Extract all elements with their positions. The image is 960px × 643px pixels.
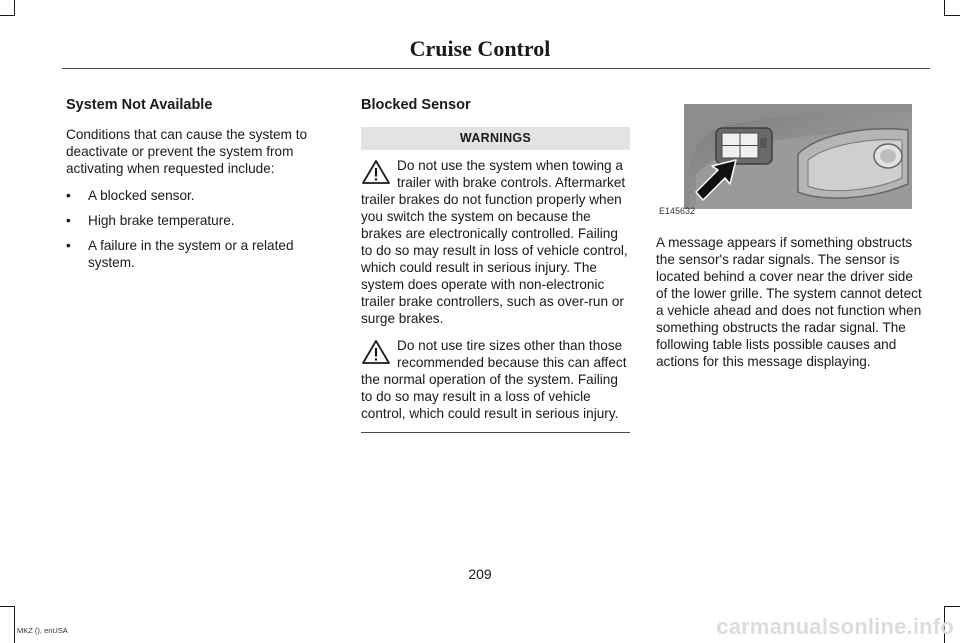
left-column (66, 96, 319, 279)
right-column (656, 104, 928, 380)
middle-column (361, 96, 630, 433)
grille-sensor-drawing (656, 104, 928, 224)
warnings-end-divider (361, 432, 630, 433)
list-item: • High brake temperature. (66, 213, 235, 228)
crop-mark-bottom-right-h (944, 606, 960, 607)
bullet-icon: • (66, 188, 71, 203)
condition-list (66, 187, 319, 271)
section-heading-system-not-available: System Not Available (66, 97, 213, 113)
warning-triangle-icon (361, 159, 391, 185)
header-divider (62, 68, 930, 69)
blocked-sensor-paragraph: A message appears if something obstructs the sensor's radar signals. The sensor is located behind a cover near the driver side of the lower grille. The system cannot detect a vehicle ahead and does not function when something obstructs the radar signal. The following table lists possible causes and actions for this message displaying. (656, 235, 922, 369)
crop-mark-top-left-h (0, 15, 15, 16)
warning-item (361, 337, 630, 422)
crop-mark-top-right-h (944, 15, 960, 16)
crop-mark-bottom-left-v (14, 606, 15, 643)
warning-text: Do not use the system when towing a trailer with brake controls. Aftermarket trailer brakes do not function properly when you switch the system on because the brakes are electronically controlled. Failing to do so may result in loss of vehicle control, which could result in serious injury. The system does operate with non-electronic trailer brake controllers, such as over-run or surge brakes. (361, 158, 628, 326)
warnings-header: WARNINGS (361, 127, 630, 150)
list-item: • A failure in the system or a related system. (66, 238, 294, 270)
warning-text: Do not use tire sizes other than those recommended because this can affect the normal operation of the system. Failing to do so may result in a loss of vehicle control, which could result in serious injury. (361, 338, 627, 421)
crop-mark-top-right-v (944, 0, 945, 16)
bullet-icon: • (66, 238, 71, 253)
crop-mark-bottom-left-h (0, 606, 15, 607)
page-number: 209 (468, 566, 492, 582)
page-title: Cruise Control (409, 36, 551, 61)
warning-triangle-icon (361, 339, 391, 365)
bullet-icon: • (66, 213, 71, 228)
crop-mark-top-left-v (14, 0, 15, 16)
figure-code: E145632 (659, 206, 696, 216)
section-heading-blocked-sensor: Blocked Sensor (361, 97, 471, 113)
watermark: carmanualsonline.info (716, 614, 954, 639)
warning-item (361, 157, 630, 327)
document-id: MKZ (), enUSA (17, 626, 68, 635)
intro-paragraph: Conditions that can cause the system to deactivate or prevent the system from activating when requested include: (66, 127, 308, 176)
sensor-location-illustration (656, 104, 928, 224)
list-item: • A blocked sensor. (66, 188, 195, 203)
